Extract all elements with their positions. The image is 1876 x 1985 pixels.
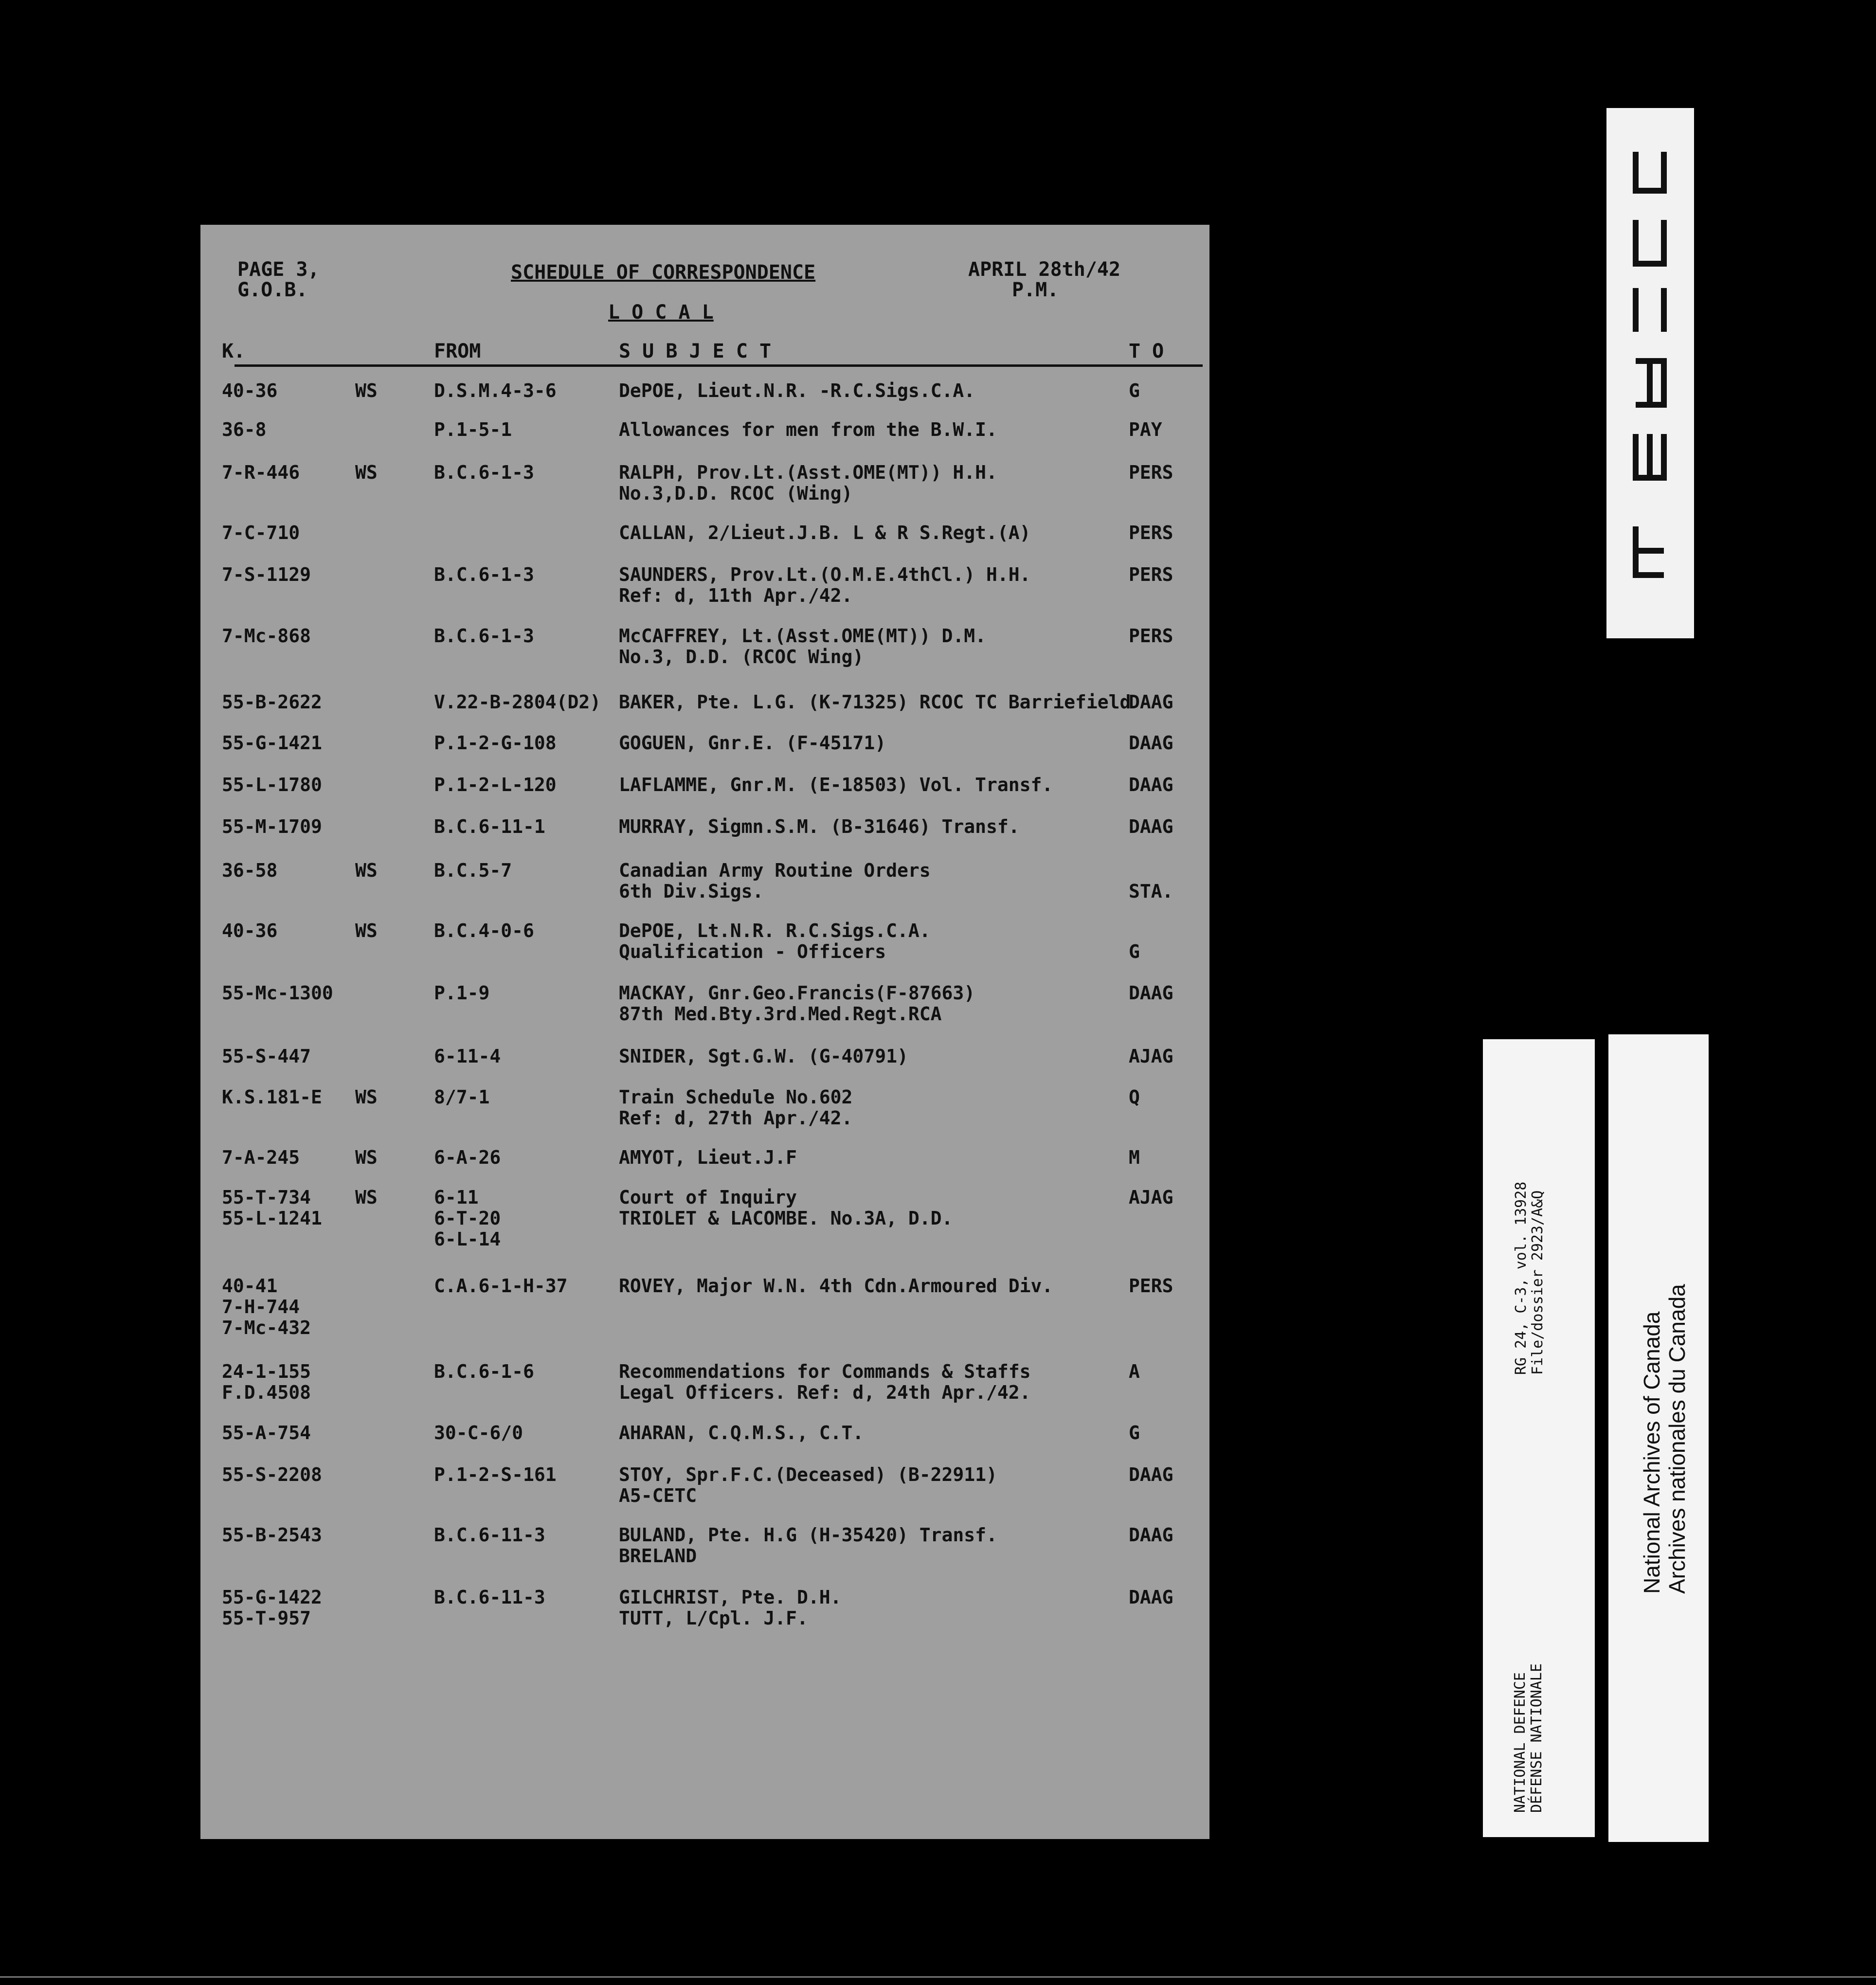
row-k-number	[222, 419, 267, 440]
row-subject-line: Ref: d, 27th Apr./42.	[619, 1107, 853, 1129]
row-k-number-line: 7-Mc-868	[222, 625, 311, 647]
row-k-number	[222, 1087, 322, 1108]
row-k-number	[222, 1464, 322, 1485]
table-row	[200, 983, 1209, 1036]
row-subject-line: SNIDER, Sgt.G.W. (G-40791)	[619, 1046, 908, 1067]
row-subject-line: Legal Officers. Ref: d, 24th Apr./42.	[619, 1382, 1031, 1403]
row-ws-mark-line	[355, 1423, 366, 1444]
row-ws-mark-line	[355, 1525, 366, 1546]
row-ws-mark	[355, 1525, 366, 1546]
row-k-number-line: 55-T-957	[222, 1607, 311, 1629]
row-k-number	[222, 380, 277, 401]
column-header-from: FROM	[434, 340, 481, 362]
column-header-subject: S U B J E C T	[619, 340, 772, 362]
row-k-number-line: 55-S-2208	[222, 1464, 322, 1485]
table-row	[200, 1087, 1209, 1140]
archives-name-en: National Archives of Canada	[1639, 1311, 1664, 1594]
row-ws-mark	[355, 1187, 378, 1208]
row-k-number-line: 7-A-245	[222, 1147, 300, 1168]
row-from-line: B.C.6-11-3	[434, 1587, 545, 1608]
row-ws-mark-line: WS	[355, 1086, 378, 1108]
row-from-line: P.1-2-L-120	[434, 774, 557, 795]
row-from	[434, 419, 512, 440]
row-k-number-line: 55-G-1422	[222, 1587, 322, 1608]
row-k-number	[222, 920, 277, 941]
row-from	[434, 1525, 545, 1546]
row-subject	[619, 983, 975, 1025]
row-ws-mark	[355, 775, 366, 795]
row-to-line: G	[1129, 941, 1140, 962]
row-ws-mark	[355, 1087, 378, 1108]
row-k-number-line: 55-G-1421	[222, 732, 322, 754]
row-from	[434, 816, 545, 837]
row-ws-mark	[355, 1046, 366, 1067]
row-to-line: A	[1129, 1361, 1140, 1382]
row-from-line: B.C.4-0-6	[434, 920, 534, 941]
row-from-line	[434, 523, 445, 543]
row-to-line	[1129, 860, 1173, 881]
row-ws-mark-line	[355, 983, 366, 1004]
document-title: SCHEDULE OF CORRESPONDENCE	[511, 261, 816, 284]
row-ws-mark	[355, 564, 366, 585]
row-subject-line: 87th Med.Bty.3rd.Med.Regt.RCA	[619, 1003, 942, 1025]
row-from-line: 6-A-26	[434, 1147, 501, 1168]
row-from-line: B.C.6-11-1	[434, 816, 545, 837]
row-subject-line: Canadian Army Routine Orders	[619, 860, 931, 881]
unit-code: G.O.B.	[237, 279, 308, 301]
row-k-number	[222, 1046, 311, 1067]
row-to	[1129, 920, 1140, 962]
row-ws-mark	[355, 462, 378, 483]
row-subject	[619, 816, 1020, 837]
row-subject	[619, 523, 1030, 543]
row-subject	[619, 1525, 997, 1567]
row-k-number-line: 40-36	[222, 920, 278, 941]
row-to-line: DAAG	[1129, 1524, 1173, 1546]
row-to-line: Q	[1129, 1086, 1140, 1108]
row-k-number	[222, 775, 322, 795]
row-from	[434, 983, 489, 1004]
row-subject-line: No.3, D.D. (RCOC Wing)	[619, 646, 864, 668]
table-row	[200, 1464, 1209, 1518]
row-subject	[619, 1087, 852, 1129]
document-time: P.M.	[1012, 279, 1059, 301]
row-k-number	[222, 1361, 311, 1403]
row-k-number	[222, 816, 322, 837]
row-from	[434, 626, 534, 647]
row-to-line: DAAG	[1129, 816, 1173, 837]
row-to	[1129, 1276, 1173, 1297]
row-from-line: P.1-2-S-161	[434, 1464, 557, 1485]
row-to-line: PERS	[1129, 462, 1173, 483]
row-k-number-line: 7-R-446	[222, 462, 300, 483]
archives-name-fr: Archives nationales du Canada	[1664, 1284, 1690, 1594]
row-subject	[619, 564, 1030, 606]
row-from	[434, 1187, 501, 1250]
row-to-line	[1129, 920, 1140, 941]
row-ws-mark-line	[355, 626, 366, 647]
table-row	[200, 564, 1209, 618]
row-subject	[619, 419, 997, 440]
row-to-line: DAAG	[1129, 982, 1173, 1004]
row-from-line: 6-L-14	[434, 1228, 501, 1250]
row-k-number-line: 55-A-754	[222, 1422, 311, 1444]
row-from	[434, 920, 534, 941]
row-to	[1129, 775, 1173, 795]
row-subject	[619, 1464, 997, 1506]
row-k-number-line: 36-8	[222, 419, 267, 440]
row-ws-mark	[355, 920, 378, 941]
row-to-line: DAAG	[1129, 1587, 1173, 1608]
row-subject	[619, 692, 1131, 713]
row-from	[434, 1276, 568, 1297]
row-subject-line: Ref: d, 11th Apr./42.	[619, 585, 853, 606]
row-subject-line: Train Schedule No.602	[619, 1086, 853, 1108]
row-subject-line: BULAND, Pte. H.G (H-35420) Transf.	[619, 1524, 997, 1546]
row-ws-mark-line: WS	[355, 462, 378, 483]
row-k-number-line: 55-Mc-1300	[222, 982, 333, 1004]
row-ws-mark	[355, 626, 366, 647]
row-ws-mark-line	[355, 733, 366, 754]
row-from	[434, 775, 557, 795]
row-from	[434, 380, 557, 401]
row-to-line: PERS	[1129, 625, 1173, 647]
row-ws-mark-line	[355, 1464, 366, 1485]
row-subject-line: 6th Div.Sigs.	[619, 881, 764, 902]
reference-line-1: RG 24, C-3, vol. 13928	[1513, 1181, 1530, 1375]
row-k-number	[222, 462, 300, 483]
row-to	[1129, 380, 1140, 401]
row-subject-line: Recommendations for Commands & Staffs	[619, 1361, 1031, 1382]
row-to	[1129, 733, 1173, 754]
row-from-line: 6-11	[434, 1187, 479, 1208]
row-k-number	[222, 1587, 322, 1629]
archive-reference-label	[1483, 1039, 1595, 1837]
row-subject	[619, 462, 997, 504]
row-k-number-line: 55-T-734	[222, 1187, 311, 1208]
row-from	[434, 733, 557, 754]
row-ws-mark-line	[355, 1361, 366, 1382]
row-from-line: B.C.5-7	[434, 860, 512, 881]
row-subject	[619, 733, 886, 754]
table-row	[200, 1275, 1209, 1338]
frame-number-digits	[1606, 108, 1694, 638]
row-to	[1129, 1464, 1173, 1485]
row-ws-mark	[355, 1147, 378, 1168]
row-ws-mark	[355, 983, 366, 1004]
row-to-line: AJAG	[1129, 1046, 1173, 1067]
row-ws-mark-line: WS	[355, 1187, 378, 1208]
table-row	[200, 1361, 1209, 1415]
table-row	[200, 462, 1209, 516]
row-ws-mark	[355, 523, 366, 543]
row-to-line: PERS	[1129, 564, 1173, 585]
row-k-number-line: 36-58	[222, 860, 278, 881]
row-ws-mark	[355, 1361, 366, 1382]
row-to	[1129, 523, 1173, 543]
row-from-line: B.C.6-11-3	[434, 1524, 545, 1546]
row-subject-line: SAUNDERS, Prov.Lt.(O.M.E.4thCl.) H.H.	[619, 564, 1031, 585]
row-subject-line: DePOE, Lt.N.R. R.C.Sigs.C.A.	[619, 920, 931, 941]
row-k-number	[222, 564, 311, 585]
row-k-number-line: 55-L-1780	[222, 774, 322, 795]
reference-line-2: File/dossier 2923/A&Q	[1529, 1190, 1546, 1375]
frame-number-stamp	[1606, 108, 1694, 638]
row-subject-line: GOGUEN, Gnr.E. (F-45171)	[619, 732, 886, 754]
row-subject	[619, 1276, 1053, 1297]
row-to	[1129, 1147, 1140, 1168]
row-from-line: B.C.6-1-3	[434, 564, 534, 585]
row-ws-mark	[355, 816, 366, 837]
row-from-line: P.1-2-G-108	[434, 732, 557, 754]
row-ws-mark	[355, 860, 378, 881]
row-k-number-line: 55-B-2543	[222, 1524, 322, 1546]
row-from-line: 6-T-20	[434, 1208, 501, 1229]
table-row	[200, 920, 1209, 974]
row-subject	[619, 1046, 908, 1067]
table-row	[200, 860, 1209, 914]
row-k-number	[222, 1525, 322, 1546]
row-k-number-line: 55-M-1709	[222, 816, 322, 837]
row-subject-line: LAFLAMME, Gnr.M. (E-18503) Vol. Transf.	[619, 774, 1053, 795]
row-ws-mark	[355, 1276, 366, 1297]
row-to-line: STA.	[1129, 881, 1173, 902]
row-subject	[619, 860, 931, 902]
table-row	[200, 1187, 1209, 1250]
row-to	[1129, 1046, 1173, 1067]
row-ws-mark-line: WS	[355, 380, 378, 401]
row-subject	[619, 1187, 953, 1229]
row-to	[1129, 462, 1173, 483]
row-k-number-line: 55-L-1241	[222, 1208, 322, 1229]
row-ws-mark-line	[355, 523, 366, 543]
row-subject	[619, 1361, 1030, 1403]
row-from-line: C.A.6-1-H-37	[434, 1275, 568, 1297]
archives-canada-label	[1608, 1034, 1709, 1842]
row-to	[1129, 626, 1173, 647]
film-edge-line	[0, 1976, 1876, 1978]
row-from-line: V.22-B-2804(D2)	[434, 691, 601, 713]
row-to	[1129, 860, 1173, 902]
row-k-number-line: 7-S-1129	[222, 564, 311, 585]
row-ws-mark	[355, 419, 366, 440]
row-to	[1129, 419, 1162, 440]
row-k-number	[222, 523, 300, 543]
row-ws-mark-line	[355, 775, 366, 795]
table-row	[200, 626, 1209, 679]
row-from-line: P.1-9	[434, 982, 490, 1004]
row-ws-mark-line: WS	[355, 860, 378, 881]
row-subject	[619, 1587, 842, 1629]
row-ws-mark	[355, 733, 366, 754]
row-from-line: 6-11-4	[434, 1046, 501, 1067]
row-k-number-line: 40-36	[222, 380, 278, 401]
row-ws-mark-line	[355, 1587, 366, 1608]
row-ws-mark-line	[355, 419, 366, 440]
row-k-number	[222, 626, 311, 647]
row-subject-line: Allowances for men from the B.W.I.	[619, 419, 997, 440]
row-subject-line: AHARAN, C.Q.M.S., C.T.	[619, 1422, 864, 1444]
row-to-line: M	[1129, 1147, 1140, 1168]
row-subject	[619, 626, 986, 668]
row-from	[434, 1464, 557, 1485]
row-subject-line: RALPH, Prov.Lt.(Asst.OME(MT)) H.H.	[619, 462, 997, 483]
row-to	[1129, 564, 1173, 585]
row-to-line: PERS	[1129, 1275, 1173, 1297]
row-subject	[619, 380, 975, 401]
row-ws-mark-line	[355, 564, 366, 585]
row-to	[1129, 1187, 1173, 1208]
row-from-line: B.C.6-1-6	[434, 1361, 534, 1382]
row-subject-line: No.3,D.D. RCOC (Wing)	[619, 483, 853, 504]
row-from	[434, 860, 512, 881]
row-subject-line: CALLAN, 2/Lieut.J.B. L & R S.Regt.(A)	[619, 522, 1031, 543]
page-number: PAGE 3,	[237, 258, 320, 281]
row-ws-mark	[355, 1464, 366, 1485]
row-subject-line: McCAFFREY, Lt.(Asst.OME(MT)) D.M.	[619, 625, 986, 647]
table-row	[200, 1525, 1209, 1578]
row-to	[1129, 692, 1173, 713]
row-subject-line: MACKAY, Gnr.Geo.Francis(F-87663)	[619, 982, 975, 1004]
row-subject	[619, 775, 1053, 795]
column-header-k: K.	[222, 340, 246, 362]
row-subject-line: BRELAND	[619, 1545, 697, 1567]
row-to-line: DAAG	[1129, 732, 1173, 754]
row-from-line: B.C.6-1-3	[434, 625, 534, 647]
section-heading: L O C A L	[608, 301, 714, 324]
row-ws-mark-line	[355, 816, 366, 837]
row-to	[1129, 1525, 1173, 1546]
row-subject-line: STOY, Spr.F.C.(Deceased) (B-22911)	[619, 1464, 997, 1485]
row-to	[1129, 1587, 1173, 1608]
department-line-1: NATIONAL DEFENCE	[1512, 1672, 1529, 1813]
row-ws-mark-line	[355, 692, 366, 713]
row-subject-line: MURRAY, Sigmn.S.M. (B-31646) Transf.	[619, 816, 1020, 837]
row-k-number-line: 24-1-155	[222, 1361, 311, 1382]
department-line-2: DÉFENSE NATIONALE	[1528, 1663, 1545, 1813]
row-subject-line: A5-CETC	[619, 1485, 697, 1506]
row-from	[434, 462, 534, 483]
row-ws-mark-line	[355, 1276, 366, 1297]
document-page	[200, 225, 1209, 1839]
row-k-number-line: 7-H-744	[222, 1296, 300, 1317]
row-subject	[619, 1147, 797, 1168]
row-to-line: AJAG	[1129, 1187, 1173, 1208]
row-k-number-line: 40-41	[222, 1275, 278, 1297]
table-row	[200, 1587, 1209, 1641]
row-subject-line: BAKER, Pte. L.G. (K-71325) RCOC TC Barriefield	[619, 691, 1131, 713]
row-to-line: DAAG	[1129, 1464, 1173, 1485]
row-k-number-line: 55-B-2622	[222, 691, 322, 713]
row-to	[1129, 1087, 1140, 1108]
row-from-line: D.S.M.4-3-6	[434, 380, 557, 401]
row-to	[1129, 816, 1173, 837]
row-from	[434, 1147, 501, 1168]
row-k-number-line: 7-Mc-432	[222, 1317, 311, 1338]
row-k-number	[222, 692, 322, 713]
row-k-number-line: F.D.4508	[222, 1382, 311, 1403]
row-from	[434, 1361, 534, 1382]
row-subject-line: Qualification - Officers	[619, 941, 886, 962]
row-to-line: DAAG	[1129, 774, 1173, 795]
row-subject-line: GILCHRIST, Pte. D.H.	[619, 1587, 842, 1608]
row-from	[434, 1587, 545, 1608]
row-ws-mark-line: WS	[355, 920, 378, 941]
document-date: APRIL 28th/42	[968, 258, 1121, 281]
row-k-number	[222, 1276, 311, 1338]
row-k-number	[222, 1187, 322, 1229]
row-to	[1129, 1423, 1140, 1444]
row-subject-line: AMYOT, Lieut.J.F	[619, 1147, 797, 1168]
row-from	[434, 1046, 501, 1067]
row-to-line: PAY	[1129, 419, 1162, 440]
row-to-line: G	[1129, 1422, 1140, 1444]
row-subject-line: Court of Inquiry	[619, 1187, 797, 1208]
row-ws-mark-line	[355, 1046, 366, 1067]
row-k-number	[222, 1147, 300, 1168]
row-from-line: 8/7-1	[434, 1086, 490, 1108]
row-k-number	[222, 860, 277, 881]
row-from-line: 30-C-6/0	[434, 1422, 523, 1444]
row-subject	[619, 1423, 864, 1444]
row-ws-mark	[355, 380, 378, 401]
row-ws-mark-line: WS	[355, 1147, 378, 1168]
header-rule	[234, 364, 1203, 367]
row-ws-mark	[355, 1423, 366, 1444]
row-subject-line: ROVEY, Major W.N. 4th Cdn.Armoured Div.	[619, 1275, 1053, 1297]
row-from	[434, 692, 601, 713]
row-k-number	[222, 1423, 311, 1444]
row-k-number-line: 55-S-447	[222, 1046, 311, 1067]
row-k-number	[222, 733, 322, 754]
row-ws-mark	[355, 1587, 366, 1608]
row-from	[434, 564, 534, 585]
row-k-number-line: K.S.181-E	[222, 1086, 322, 1108]
row-from-line: P.1-5-1	[434, 419, 512, 440]
row-subject-line: DePOE, Lieut.N.R. -R.C.Sigs.C.A.	[619, 380, 975, 401]
row-to-line: PERS	[1129, 522, 1173, 543]
row-k-number-line: 7-C-710	[222, 522, 300, 543]
column-header-to: T O	[1129, 340, 1164, 362]
row-to	[1129, 983, 1173, 1004]
row-from	[434, 1423, 523, 1444]
row-from-line: B.C.6-1-3	[434, 462, 534, 483]
row-subject-line: TUTT, L/Cpl. J.F.	[619, 1607, 808, 1629]
row-to	[1129, 1361, 1140, 1382]
row-k-number	[222, 983, 333, 1004]
row-to-line: DAAG	[1129, 691, 1173, 713]
row-to-line: G	[1129, 380, 1140, 401]
row-from	[434, 1087, 489, 1108]
row-subject-line: TRIOLET & LACOMBE. No.3A, D.D.	[619, 1208, 953, 1229]
row-ws-mark	[355, 692, 366, 713]
row-from	[434, 523, 445, 543]
row-subject	[619, 920, 931, 962]
